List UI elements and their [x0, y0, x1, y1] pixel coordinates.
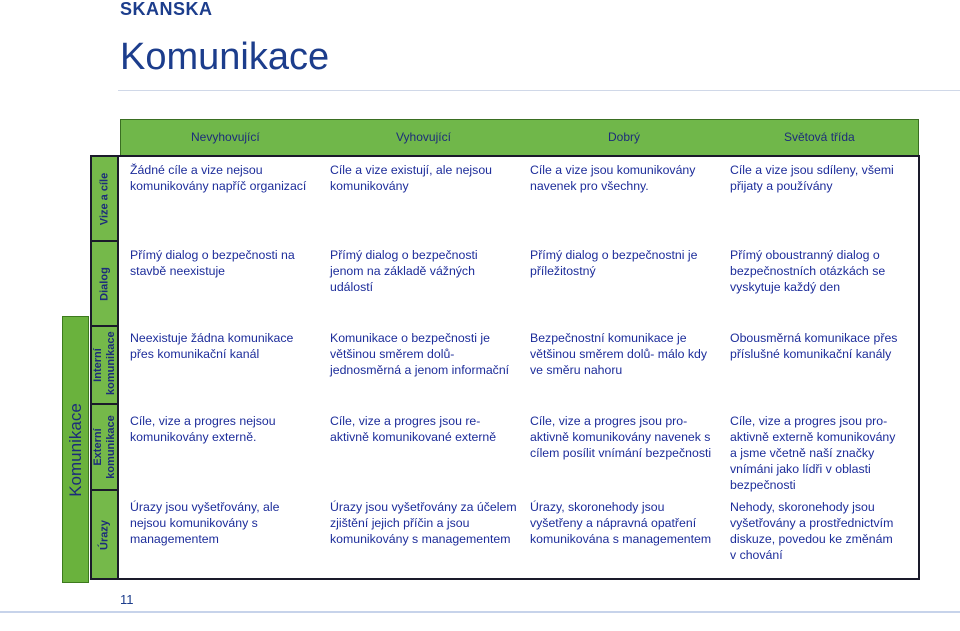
cell-externi-dobry: Cíle, vize a progres jsou pro-aktivně komunikovány navenek s cílem posílit vnímání bezpečnosti [530, 414, 712, 460]
footer-divider [0, 611, 960, 613]
cell-vize-vyhovujici: Cíle a vize existují, ale nejsou komunikovány [330, 163, 492, 193]
row-header-externi-komunikace [92, 403, 119, 489]
cell-urazy-svetova: Nehody, skoronehody jsou vyšetřovány a prostřednictvím diskuze, povedou ke změnám v chování [730, 500, 894, 562]
cell-externi-vyhovujici: Cíle, vize a progres jsou re-aktivně komunikované externě [330, 414, 497, 444]
cell-dialog-nevyhovujici: Přímý dialog o bezpečnosti na stavbě neexistuje [130, 248, 295, 278]
row-header-vize-a-cile [92, 157, 119, 240]
maturity-grid [90, 155, 920, 580]
skanska-logo [120, 0, 230, 18]
column-header-vyhovujici: Vyhovující [396, 130, 451, 144]
cell-interni-dobry: Bezpečnostní komunikace je většinou směrem dolů- málo kdy ve směru nahoru [530, 331, 708, 377]
cell-vize-nevyhovujici: Žádné cíle a vize nejsou komunikovány napříč organizací [130, 163, 307, 193]
row-label: Úrazy [98, 519, 110, 550]
cell-interni-vyhovujici: Komunikace o bezpečnosti je většinou směrem dolů- jednosměrná a jenom informační [330, 331, 510, 377]
cell-dialog-svetova: Přímý oboustranný dialog o bezpečnostních otázkách se vyskytuje každý den [730, 248, 886, 294]
page-title: Komunikace [120, 36, 330, 78]
cell-dialog-vyhovujici: Přímý dialog o bezpečnosti jenom na základě vážných událostí [330, 248, 478, 294]
title-divider [118, 90, 960, 91]
row-header-urazy [92, 489, 119, 578]
row-header-interni-komunikace [92, 325, 119, 403]
cell-urazy-vyhovujici: Úrazy jsou vyšetřovány za účelem zjištění jejich příčin a jsou komunikovány s managementem [330, 500, 517, 546]
cell-externi-svetova: Cíle, vize a progres jsou pro-aktivně externě komunikovány a jsme včetně naší značky vnímáni jako lídři v oblasti bezpečnosti [730, 414, 896, 492]
cell-dialog-dobry: Přímý dialog o bezpečnostni je příležitostný [530, 248, 698, 278]
row-header-dialog [92, 240, 119, 325]
cell-vize-svetova: Cíle a vize jsou sdíleny, všemi přijaty a používány [730, 163, 894, 193]
side-category-band [62, 316, 89, 583]
row-label: Interní komunikace [91, 331, 117, 395]
column-header [120, 119, 919, 157]
row-label: Dialog [98, 266, 110, 301]
cell-interni-nevyhovujici: Neexistuje žádna komunikace přes komunikační kanál [130, 331, 294, 361]
cell-urazy-nevyhovujici: Úrazy jsou vyšetřovány, ale nejsou komunikovány s managementem [130, 500, 280, 546]
cell-vize-dobry: Cíle a vize jsou komunikovány navenek pro všechny. [530, 163, 696, 193]
row-label: Vize a cíle [98, 172, 110, 225]
column-header-dobry: Dobrý [608, 130, 641, 144]
cell-externi-nevyhovujici: Cíle, vize a progres nejsou komunikovány externě. [130, 414, 276, 444]
column-header-svetova-trida: Světová třída [784, 130, 855, 144]
page-number: 11 [120, 592, 134, 607]
cell-interni-svetova: Obousměrná komunikace přes příslušné komunikační kanály [730, 331, 898, 361]
cell-urazy-dobry: Úrazy, skoronehody jsou vyšetřeny a nápravná opatření komunikována s managementem [530, 500, 712, 546]
side-category-label: Komunikace [65, 402, 85, 497]
logo-text: SKANSKA [120, 0, 213, 18]
row-label: Externí komunikace [91, 415, 117, 479]
column-header-nevyhovujici: Nevyhovující [191, 130, 260, 144]
